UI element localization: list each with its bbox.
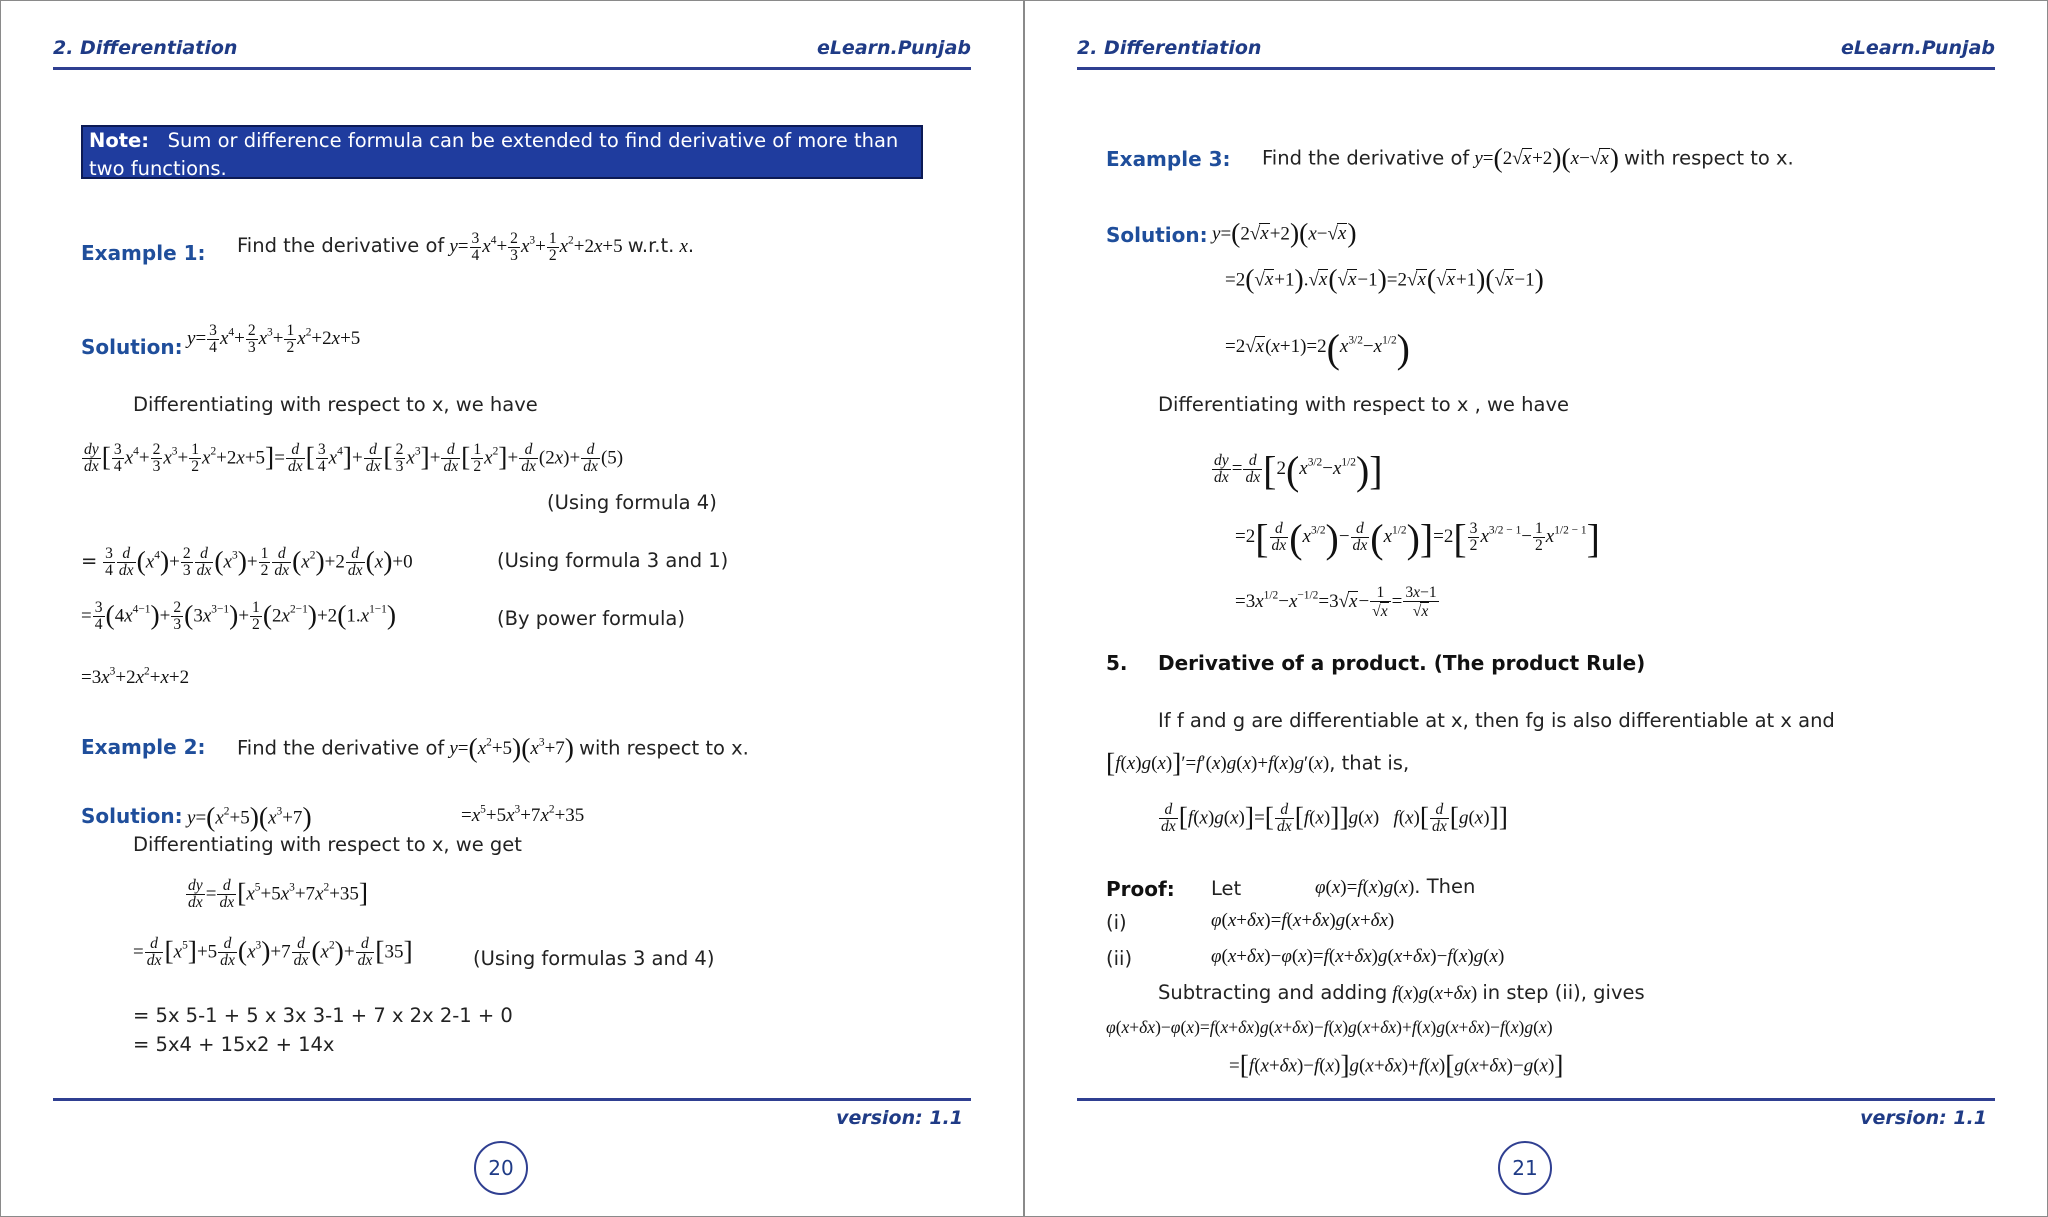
example-2-label: Example 2: (81, 735, 206, 759)
proof-step-1: φ(x+δx)=f(x+δx)g(x+δx) (1211, 910, 1395, 931)
chapter-title: 2. Differentiation (1077, 37, 1262, 59)
example-2-suffix: with respect to x. (579, 736, 749, 760)
example-1-var: x (679, 236, 688, 258)
solution-2-eq-line1: $\frac{dy}{dx}$ = $\frac{d}{dx}$ $[x^5+5x^3+7x^2+35]$ (188, 877, 369, 912)
chapter-title: 2. Differentiation (53, 37, 238, 59)
version-label: version: 1.1 (836, 1107, 963, 1129)
solution-2-label: Solution: (81, 804, 183, 828)
note-box (81, 125, 923, 179)
solution-3-label: Solution: (1106, 223, 1208, 247)
solution-3-diff-text: Differentiating with respect to x , we have (1158, 393, 1569, 416)
example-3-suffix: with respect to x. (1623, 146, 1794, 170)
proof-expansion-1: φ(x+δx)−φ(x)=f(x+δx)g(x+δx)−f(x)g(x+δx)+f(x)g(x+δx)−f(x)g(x) (1106, 1017, 1553, 1037)
proof-expansion-2: =[f(x+δx)−f(x)]g(x+δx)+f(x)[g(x+δx)−g(x)] (1229, 1049, 1564, 1080)
subtract-text: Subtracting and adding (1158, 981, 1388, 1004)
solution-1-eq-line1: $\frac{dy}{dx}$ [ $\frac{3}{4}$ $x^4+$ $\frac{2}{3}$ $x^3+$ $\frac{1}{2}$ $x^2+2x+5]=$ $\frac{d}{dx}$ [ $\frac{3}{4}$ $x^4]+$ $\frac{d}{dx}$ [ $\frac{2}{3}$ $x^3]+$ $\frac{d}{dx}$ [ $\frac{1}{2}$ $x^2]+$ $\frac{d}{dx}$ (2x)+ $\frac{d}{dx}$ (5) (84, 441, 624, 476)
note-text: Sum or difference formula can be extended to find derivative of more than two functions. (89, 129, 899, 180)
example-2-prompt: Find the derivative of (237, 736, 445, 760)
that-is-text: , that is, (1329, 751, 1410, 775)
solution-2-line-a: = 5x 5-1 + 5 x 3x 3-1 + 7 x 2x 2-1 + 0 (133, 1004, 513, 1027)
hint-formula-4: (Using formula 4) (547, 491, 717, 514)
page-number-badge: 21 (1498, 1141, 1552, 1195)
right-page (1024, 0, 2048, 1217)
solution-3-eq-line3: $=3x^{1/2}-x^{-1/2}=3√x-$ $\frac{1}{√x}$ = $\frac{3x-1}{√x}$ (1235, 584, 1437, 621)
example-1-prompt: Find the derivative of (237, 234, 445, 258)
hint-formulas-3-4: (Using formulas 3 and 4) (473, 947, 715, 970)
proof-definition: φ(x)=f(x)g(x). Then (1315, 875, 1476, 898)
example-1-label: Example 1: (81, 241, 206, 265)
section-number: 5. (1106, 651, 1128, 675)
proof-step-2: φ(x+δx)−φ(x)=f(x+δx)g(x+δx)−f(x)g(x) (1211, 946, 1505, 967)
example-3-statement (1262, 142, 1794, 174)
solution-2-eq-line2: = $\frac{d}{dx}$ $[x^5]+5$ $\frac{d}{dx}$ $(x^3)+7$ $\frac{d}{dx}$ $(x^2)+$ $\frac{d}{dx}$ [35] (133, 935, 413, 970)
hint-formula-3-1: (Using formula 3 and 1) (497, 549, 729, 572)
solution-3-eq-line1: $\frac{dy}{dx}$ = $\frac{d}{dx}$ $[2(x^{3/2}-x^{1/2})]$ (1214, 448, 1383, 493)
example-2-function: $y=(x^2+5)(x^3+7)$ (449, 732, 574, 763)
example-3-function: y=(2√x+2)(x−√x) (1474, 142, 1619, 173)
page-header (1077, 37, 1995, 70)
solution-2-function: $y=(x^2+5)(x^3+7)$ (187, 801, 312, 832)
solution-1-eq-line2: = $\frac{3}{4}$ $\frac{d}{dx}$ $(x^4)+$ $\frac{2}{3}$ $\frac{d}{dx}$ $(x^3)+$ $\frac{1}{2}$ $\frac{d}{dx}$ $(x^2)+2$ $\frac{d}{dx}$ (x)+0 (81, 545, 413, 580)
subtract-end: in step (ii), gives (1482, 981, 1645, 1004)
proof-subtract-line: Subtracting and adding f(x)g(x+δx) in step (ii), gives (1158, 981, 1645, 1004)
page-number-badge: 20 (474, 1141, 528, 1195)
page-footer (1077, 1098, 1995, 1129)
brand-name: eLearn.Punjab (816, 37, 971, 59)
solution-2-line-b: = 5x4 + 15x2 + 14x (133, 1033, 335, 1056)
example-1-statement (237, 231, 694, 265)
example-1-function: y= $\frac{3}{4}$ $x^4+$ $\frac{2}{3}$ $x^3+$ $\frac{1}{2}$ $x^2+2x+5$ (449, 230, 623, 265)
proof-step-2-label: (ii) (1106, 947, 1133, 970)
proof-label: Proof: (1106, 877, 1175, 901)
solution-3-eq-line2: =2[ $\frac{d}{dx}$ $(x^{3/2})-$ $\frac{d}{dx}$ $(x^{1/2})]=2$[ $\frac{3}{2}$ $x^{3/2 - 1}-$ $\frac{1}{2}$ $x^{1/2 - 1}$] (1235, 516, 1600, 561)
solution-3-line3: $=2√x(x+1)=2(x^{3/2}-x^{1/2})$ (1225, 326, 1410, 371)
solution-3-line1: y=(2√x+2)(x−√x) (1212, 217, 1357, 248)
note-label: Note: (89, 129, 150, 152)
solution-1-eq-line3: = $\frac{3}{4}$ $(4x^{4-1})+$ $\frac{2}{3}$ $(3x^{3-1})+$ $\frac{1}{2}$ $(2x^{2-1})+2(1.x^{1-1})$ (81, 599, 397, 634)
proof-then: . Then (1414, 875, 1476, 898)
example-3-prompt: Find the derivative of (1262, 146, 1470, 170)
example-2-statement (237, 732, 749, 764)
section-title: Derivative of a product. (The product Rule) (1158, 651, 1646, 675)
product-rule-derivative: $\frac{d}{dx}$ [f(x)g(x)]=[ $\frac{d}{dx}$ [f(x)]]g(x) f(x)[ $\frac{d}{dx}$ [g(x)]] (1161, 801, 1508, 836)
example-1-suffix: w.r.t. (627, 234, 675, 258)
proof-let: Let (1211, 877, 1242, 900)
solution-1-diff-text: Differentiating with respect to x, we have (133, 393, 538, 416)
solution-1-result: $=3x^3+2x^2+x+2$ (81, 665, 190, 688)
hint-power-formula: (By power formula) (497, 607, 685, 630)
product-rule-intro: If f and g are differentiable at x, then fg is also differentiable at x and (1158, 709, 1835, 732)
version-label: version: 1.1 (1860, 1107, 1987, 1129)
example-3-label: Example 3: (1106, 147, 1231, 171)
solution-2-expanded: $=x^5+5x^3+7x^2+35$ (461, 803, 585, 826)
brand-name: eLearn.Punjab (1840, 37, 1995, 59)
page-header (53, 37, 971, 70)
page-footer (53, 1098, 971, 1129)
proof-step-1-label: (i) (1106, 911, 1127, 934)
solution-2-diff-text: Differentiating with respect to x, we get (133, 833, 522, 856)
solution-1-function: y= $\frac{3}{4}$ $x^4+$ $\frac{2}{3}$ $x^3+$ $\frac{1}{2}$ $x^2+2x+5$ (187, 322, 361, 357)
example-1-end: . (687, 234, 695, 258)
product-rule-formula: [f(x)g(x)]′=f′(x)g(x)+f(x)g′(x), that is, (1106, 747, 1410, 778)
solution-3-line2: =2(√x+1).√x(√x−1)=2√x(√x+1)(√x−1) (1225, 263, 1544, 294)
solution-1-label: Solution: (81, 335, 183, 359)
